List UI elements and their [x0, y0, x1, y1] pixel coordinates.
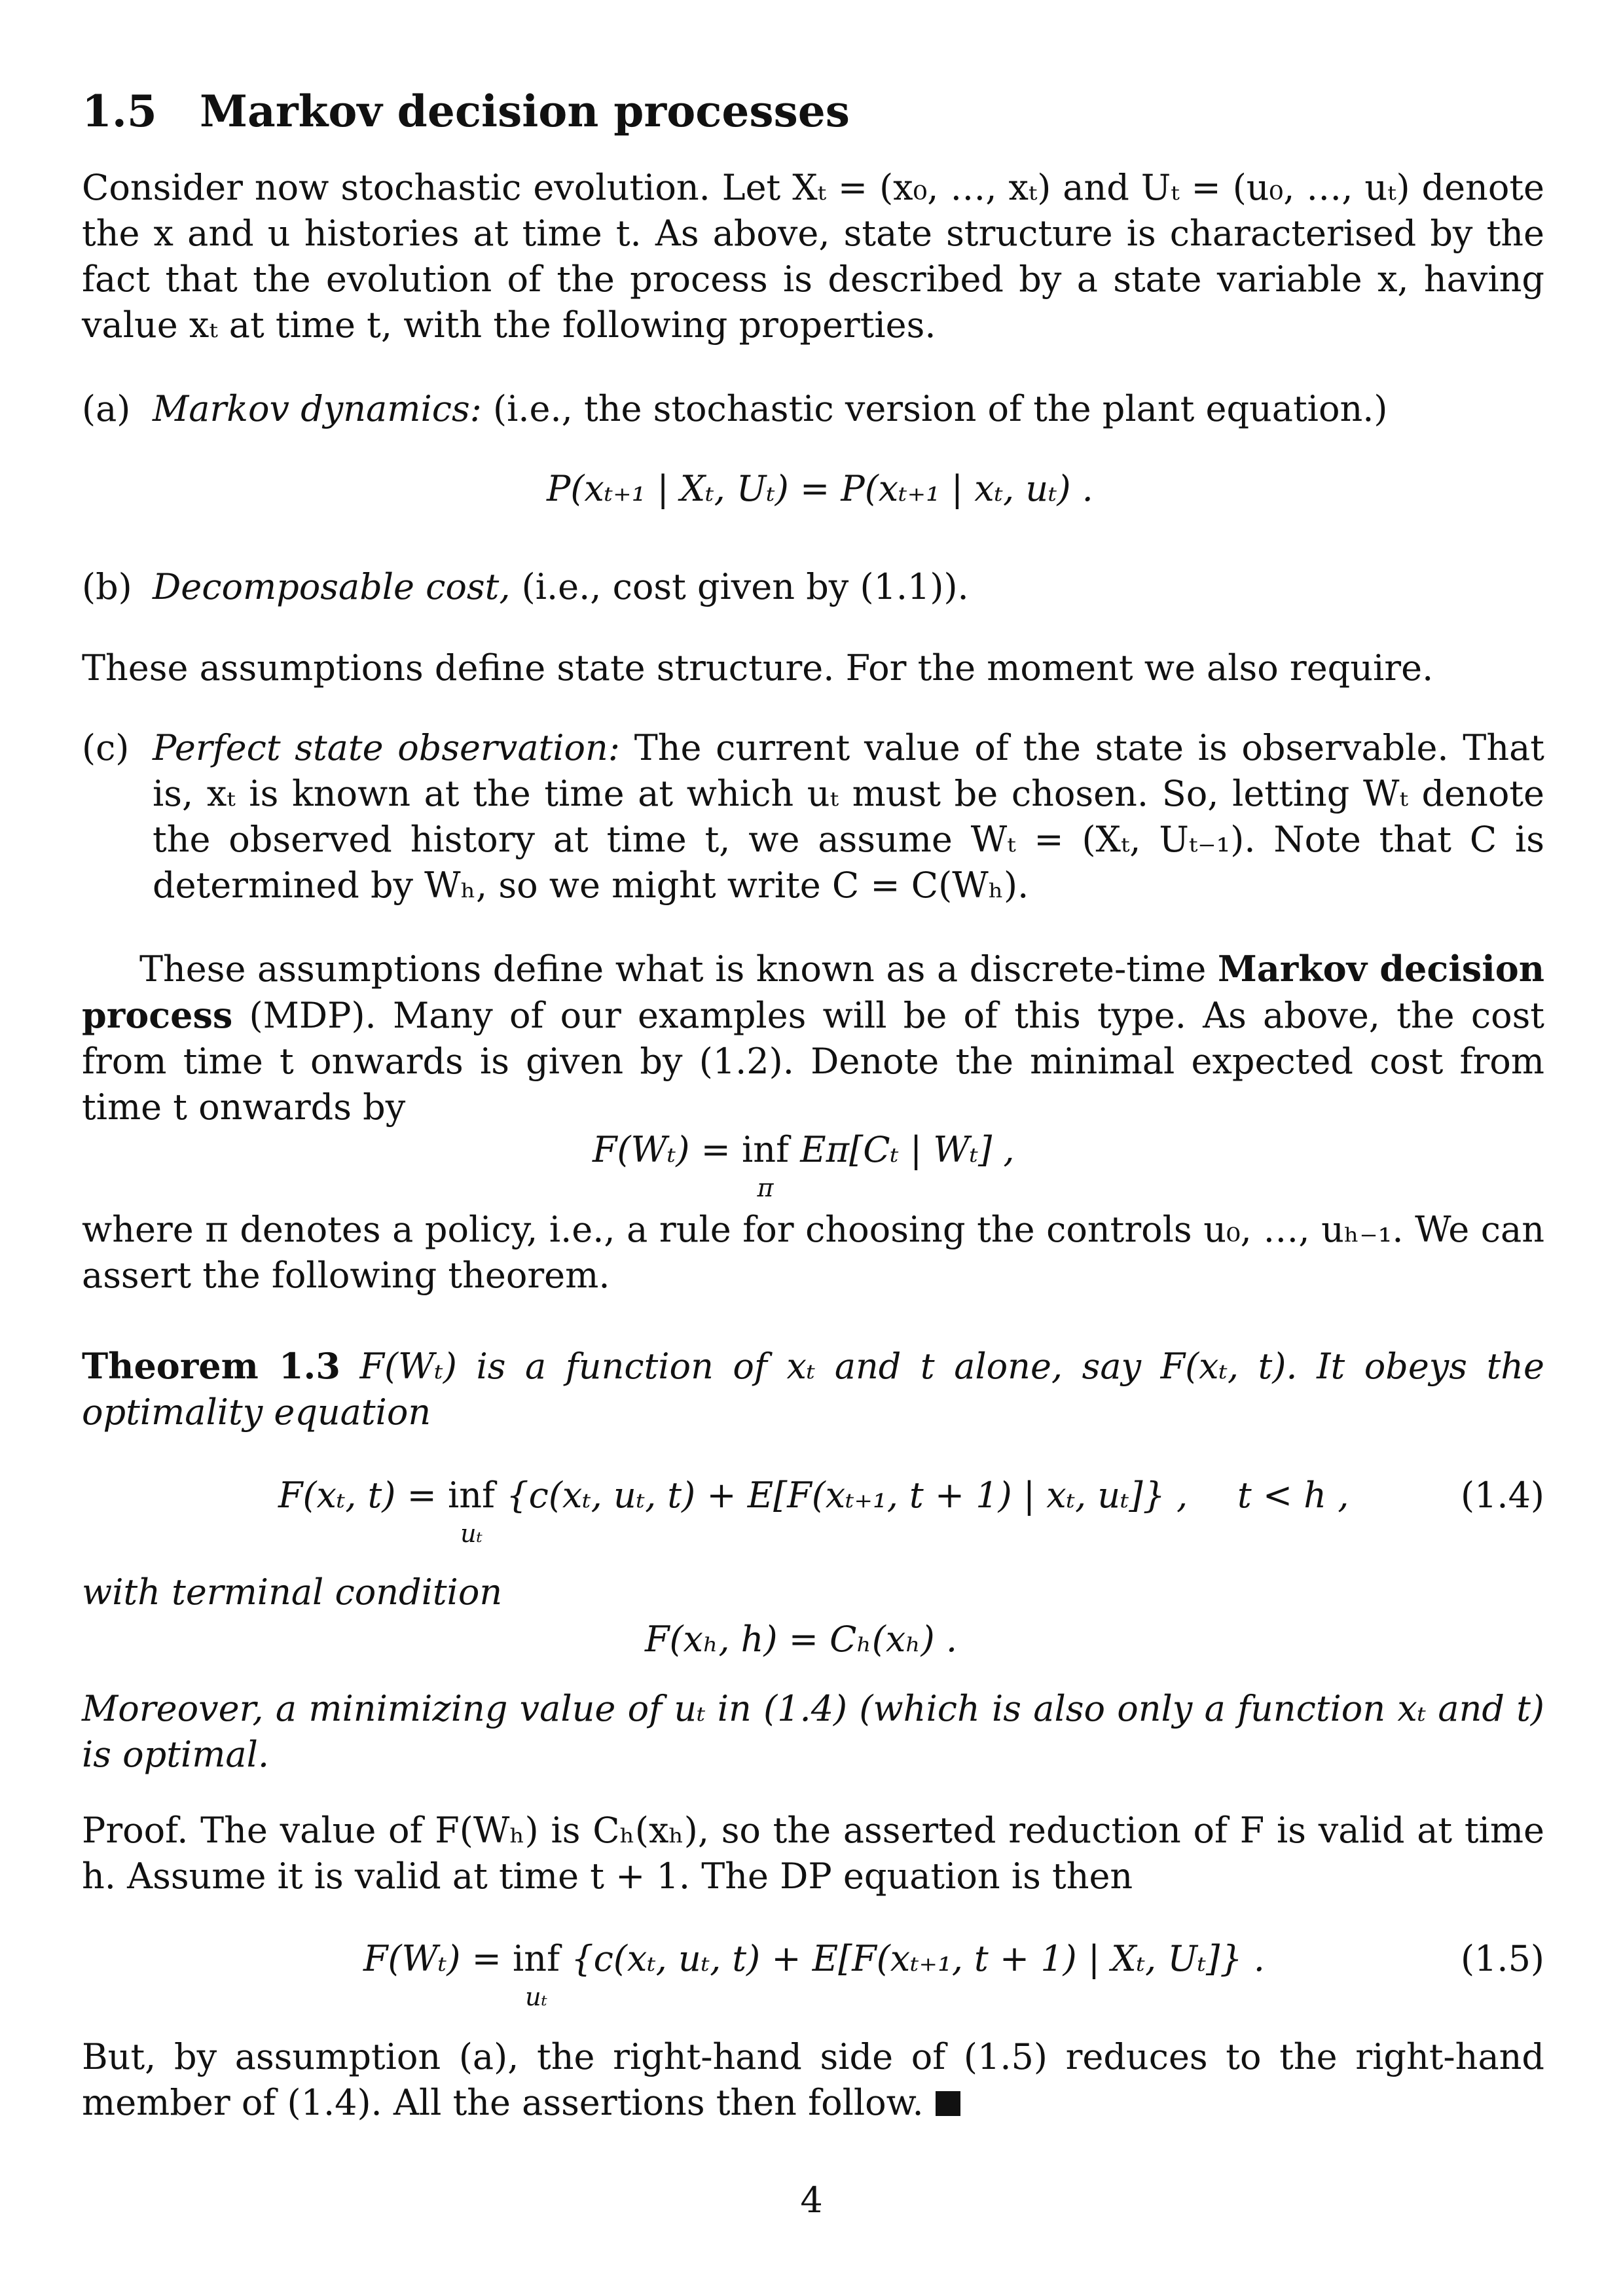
section-number: 1.5: [82, 86, 157, 137]
mdp-term: Markov decision process: [82, 948, 1544, 1036]
assumptions-line: These assumptions define state structure. For the moment we also require.: [82, 647, 1434, 689]
eq-1-4-inf: inf uₜ: [448, 1473, 495, 1518]
section-heading: [82, 85, 1544, 137]
item-b-label: (b): [82, 566, 132, 607]
eq-1-5-sub: uₜ: [525, 1982, 547, 2011]
item-c-title: Perfect state observation:: [153, 727, 620, 768]
item-c: [82, 725, 1544, 908]
eq-F-sub: π: [757, 1174, 774, 1202]
item-c-label: (c): [82, 727, 130, 768]
theorem: [82, 1343, 1544, 1435]
item-b: [82, 564, 1544, 610]
terminal-label: with terminal condition: [82, 1571, 503, 1613]
item-a: [82, 386, 1544, 432]
equation-markov-text: P(xₜ₊₁ | Xₜ, Uₜ) = P(xₜ₊₁ | xₜ, uₜ) .: [547, 468, 1093, 509]
intro-paragraph: Consider now stochastic evolution. Let Xₜ = (x₀, …, xₜ) and Uₜ = (u₀, …, uₜ) denote the x and u histories at time t. As above, state structure is characterised by the fact that the evolution of the process is described by a state variable x, having value xₜ at time t, with the following properties.: [82, 167, 1544, 346]
section-title: Markov decision processes: [200, 86, 850, 137]
conclusion-text: But, by assumption (a), the right-hand side of (1.5) reduces to the right-hand member of (1.4). All the assertions then follow.: [82, 2036, 1544, 2123]
mdp-paragraph: [82, 946, 1544, 1130]
mdp-rest: (MDP). Many of our examples will be of this type. As above, the cost from time t onwards is given by (1.2). Denote the minimal expected cost from time t onwards by: [82, 995, 1544, 1128]
eq-F-rhs: Eπ[Cₜ | Wₜ] ,: [800, 1129, 1015, 1170]
eq-1-5-lhs: F(Wₜ) =: [363, 1938, 501, 1979]
eq-F-lhs: F(Wₜ) =: [593, 1129, 731, 1170]
item-b-text: (i.e., cost given by (1.1)).: [521, 566, 969, 607]
eq-F-inf: inf π: [742, 1127, 789, 1173]
theorem-statement: F(Wₜ) is a function of xₜ and t alone, say F(xₜ, t). It obeys the optimality equation: [82, 1346, 1545, 1433]
theorem-label: Theorem 1.3: [82, 1345, 340, 1387]
eq-1-5-tag: (1.5): [1460, 1938, 1544, 1979]
item-a-title: Markov dynamics:: [153, 388, 482, 429]
mdp-lead: These assumptions define what is known as a discrete-time: [139, 948, 1207, 990]
eq-1-5-rhs: {c(xₜ, uₜ, t) + E[F(xₜ₊₁, t + 1) | Xₜ, Uₜ]} .: [571, 1938, 1265, 1979]
equation-terminal-text: F(xₕ, h) = Cₕ(xₕ) .: [645, 1619, 958, 1660]
item-a-text: (i.e., the stochastic version of the plant equation.): [493, 388, 1388, 429]
moreover-paragraph: Moreover, a minimizing value of uₜ in (1.4) (which is also only a function xₜ and t) is optimal.: [82, 1688, 1544, 1775]
eq-1-4-lhs: F(xₜ, t) =: [278, 1475, 437, 1516]
item-b-title: Decomposable cost,: [153, 566, 511, 607]
item-a-label: (a): [82, 388, 131, 429]
eq-1-4-rhs: {c(xₜ, uₜ, t) + E[F(xₜ₊₁, t + 1) | xₜ, uₜ]} ,: [506, 1475, 1188, 1516]
eq-1-4-condition: t < h ,: [1237, 1475, 1349, 1516]
eq-1-4-sub: uₜ: [460, 1519, 483, 1548]
policy-paragraph: where π denotes a policy, i.e., a rule for choosing the controls u₀, …, uₕ₋₁. We can assert the following theorem.: [82, 1209, 1544, 1296]
item-c-text: The current value of the state is observable. That is, xₜ is known at the time at which uₜ must be chosen. So, letting Wₜ denote the observed history at time t, we assume Wₜ = (Xₜ, Uₜ₋₁). Note that C is determined by Wₕ, so we might write C = C(Wₕ).: [153, 727, 1544, 906]
proof-paragraph: Proof. The value of F(Wₕ) is Cₕ(xₕ), so the asserted reduction of F is valid at time h. Assume it is valid at time t + 1. The DP equation is then: [82, 1810, 1544, 1897]
qed-square-icon: [936, 2091, 960, 2116]
eq-1-5-inf: inf uₜ: [513, 1936, 560, 1982]
eq-1-4-tag: (1.4): [1460, 1475, 1544, 1516]
page-number: 4: [800, 2179, 823, 2221]
conclusion-paragraph: [82, 2034, 1544, 2126]
